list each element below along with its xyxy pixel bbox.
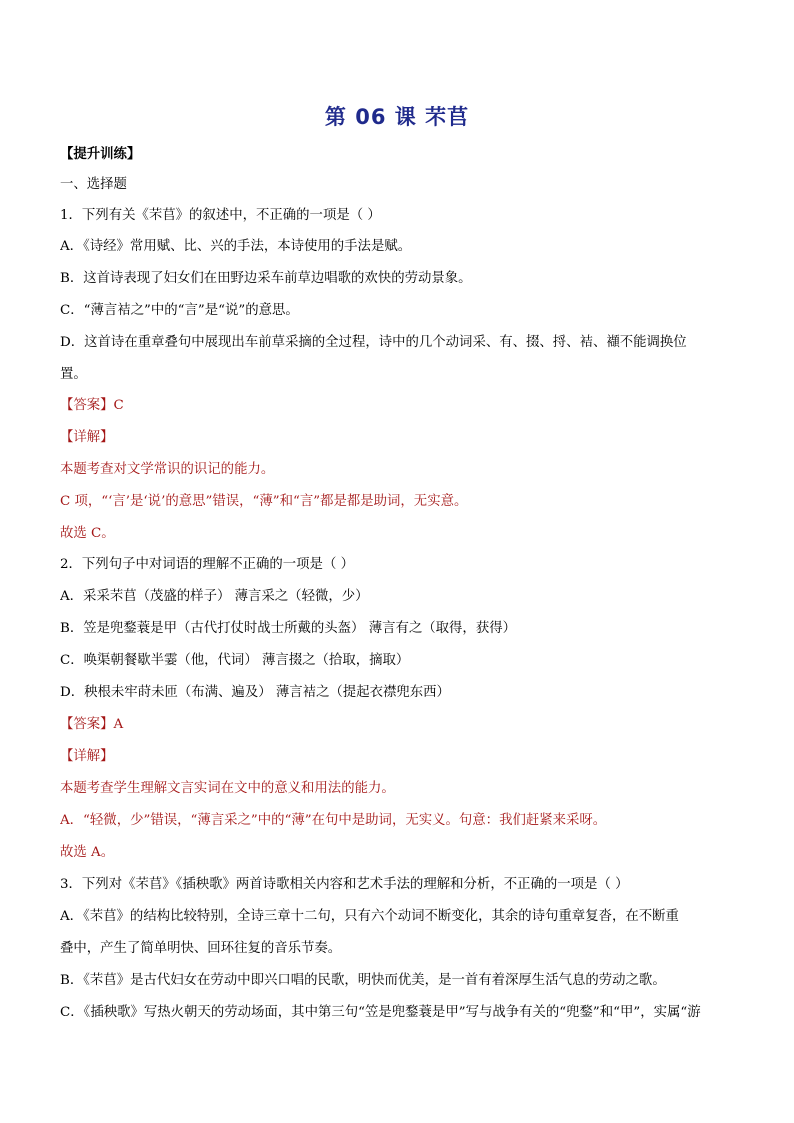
q2-detail-line1: 本题考查学生理解文言实词在文中的意义和用法的能力。 bbox=[60, 781, 395, 796]
part-heading: 一、选择题 bbox=[60, 177, 127, 192]
q3-stem: 3．下列对《芣苢》《插秧歌》两首诗歌相关内容和艺术手法的理解和分析，不正确的一项是（ ） bbox=[60, 877, 629, 892]
q3-option-c: C．《插秧歌》写热火朝天的劳动场面，其中第三句“笠是兜鍪蓑是甲”写与战争有关的“兜鍪”和“甲”，实属“游 bbox=[60, 1005, 701, 1020]
q3-option-a-line2: 叠中，产生了简单明快、回环往复的音乐节奏。 bbox=[60, 941, 342, 956]
q3-option-b: B．《芣苢》是古代妇女在劳动中即兴口唱的民歌，明快而优美，是一首有着深厚生活气息的劳动之歌。 bbox=[60, 973, 666, 988]
page-title: 第 06 课 芣苢 bbox=[324, 105, 470, 129]
q1-option-c: C．“薄言袺之”中的“言”是“说”的意思。 bbox=[60, 303, 299, 318]
section-label: 【提升训练】 bbox=[60, 146, 141, 162]
q2-answer: 【答案】A bbox=[60, 717, 124, 732]
q1-answer: 【答案】C bbox=[60, 398, 124, 413]
q2-option-d: D．秧根未牢莳未匝（布满、遍及） 薄言袺之（提起衣襟兜东西） bbox=[60, 685, 450, 700]
q1-detail-line3: 故选 C。 bbox=[60, 526, 115, 541]
q2-option-b: B．笠是兜鍪蓑是甲（古代打仗时战士所戴的头盔） 薄言有之（取得，获得） bbox=[60, 621, 516, 636]
q1-detail-label: 【详解】 bbox=[60, 430, 114, 445]
q2-detail-line2: A．“轻微，少”错误，“薄言采之”中的“薄”在句中是助词，无实义。句意：我们赶紧来采呀。 bbox=[60, 813, 607, 828]
q1-option-d-line2: 置。 bbox=[60, 367, 87, 382]
q2-stem: 2．下列句子中对词语的理解不正确的一项是（ ） bbox=[60, 557, 354, 572]
q1-option-b: B．这首诗表现了妇女们在田野边采车前草边唱歌的欢快的劳动景象。 bbox=[60, 271, 472, 286]
q2-option-c: C．唤渠朝餐歇半霎（他，代词） 薄言掇之（拾取，摘取） bbox=[60, 653, 410, 668]
q1-detail-line2: C 项，“‘言’是‘说’的意思”错误，“薄”和“言”都是都是助词，无实意。 bbox=[60, 494, 468, 509]
q1-detail-line1: 本题考查对文学常识的识记的能力。 bbox=[60, 462, 275, 477]
q2-detail-label: 【详解】 bbox=[60, 749, 114, 764]
q1-option-d-line1: D．这首诗在重章叠句中展现出车前草采摘的全过程，诗中的几个动词采、有、掇、捋、袺、襭不能调换位 bbox=[60, 335, 687, 350]
q3-option-a-line1: A．《芣苢》的结构比较特别，全诗三章十二句，只有六个动词不断变化，其余的诗句重章复沓，在不断重 bbox=[60, 909, 679, 924]
q2-option-a: A．采采芣苢（茂盛的样子） 薄言采之（轻微，少） bbox=[60, 589, 369, 604]
q2-detail-line3: 故选 A。 bbox=[60, 845, 115, 860]
q1-option-a: A．《诗经》常用赋、比、兴的手法，本诗使用的手法是赋。 bbox=[60, 239, 412, 254]
q1-stem: 1．下列有关《芣苢》的叙述中，不正确的一项是（ ） bbox=[60, 208, 381, 223]
